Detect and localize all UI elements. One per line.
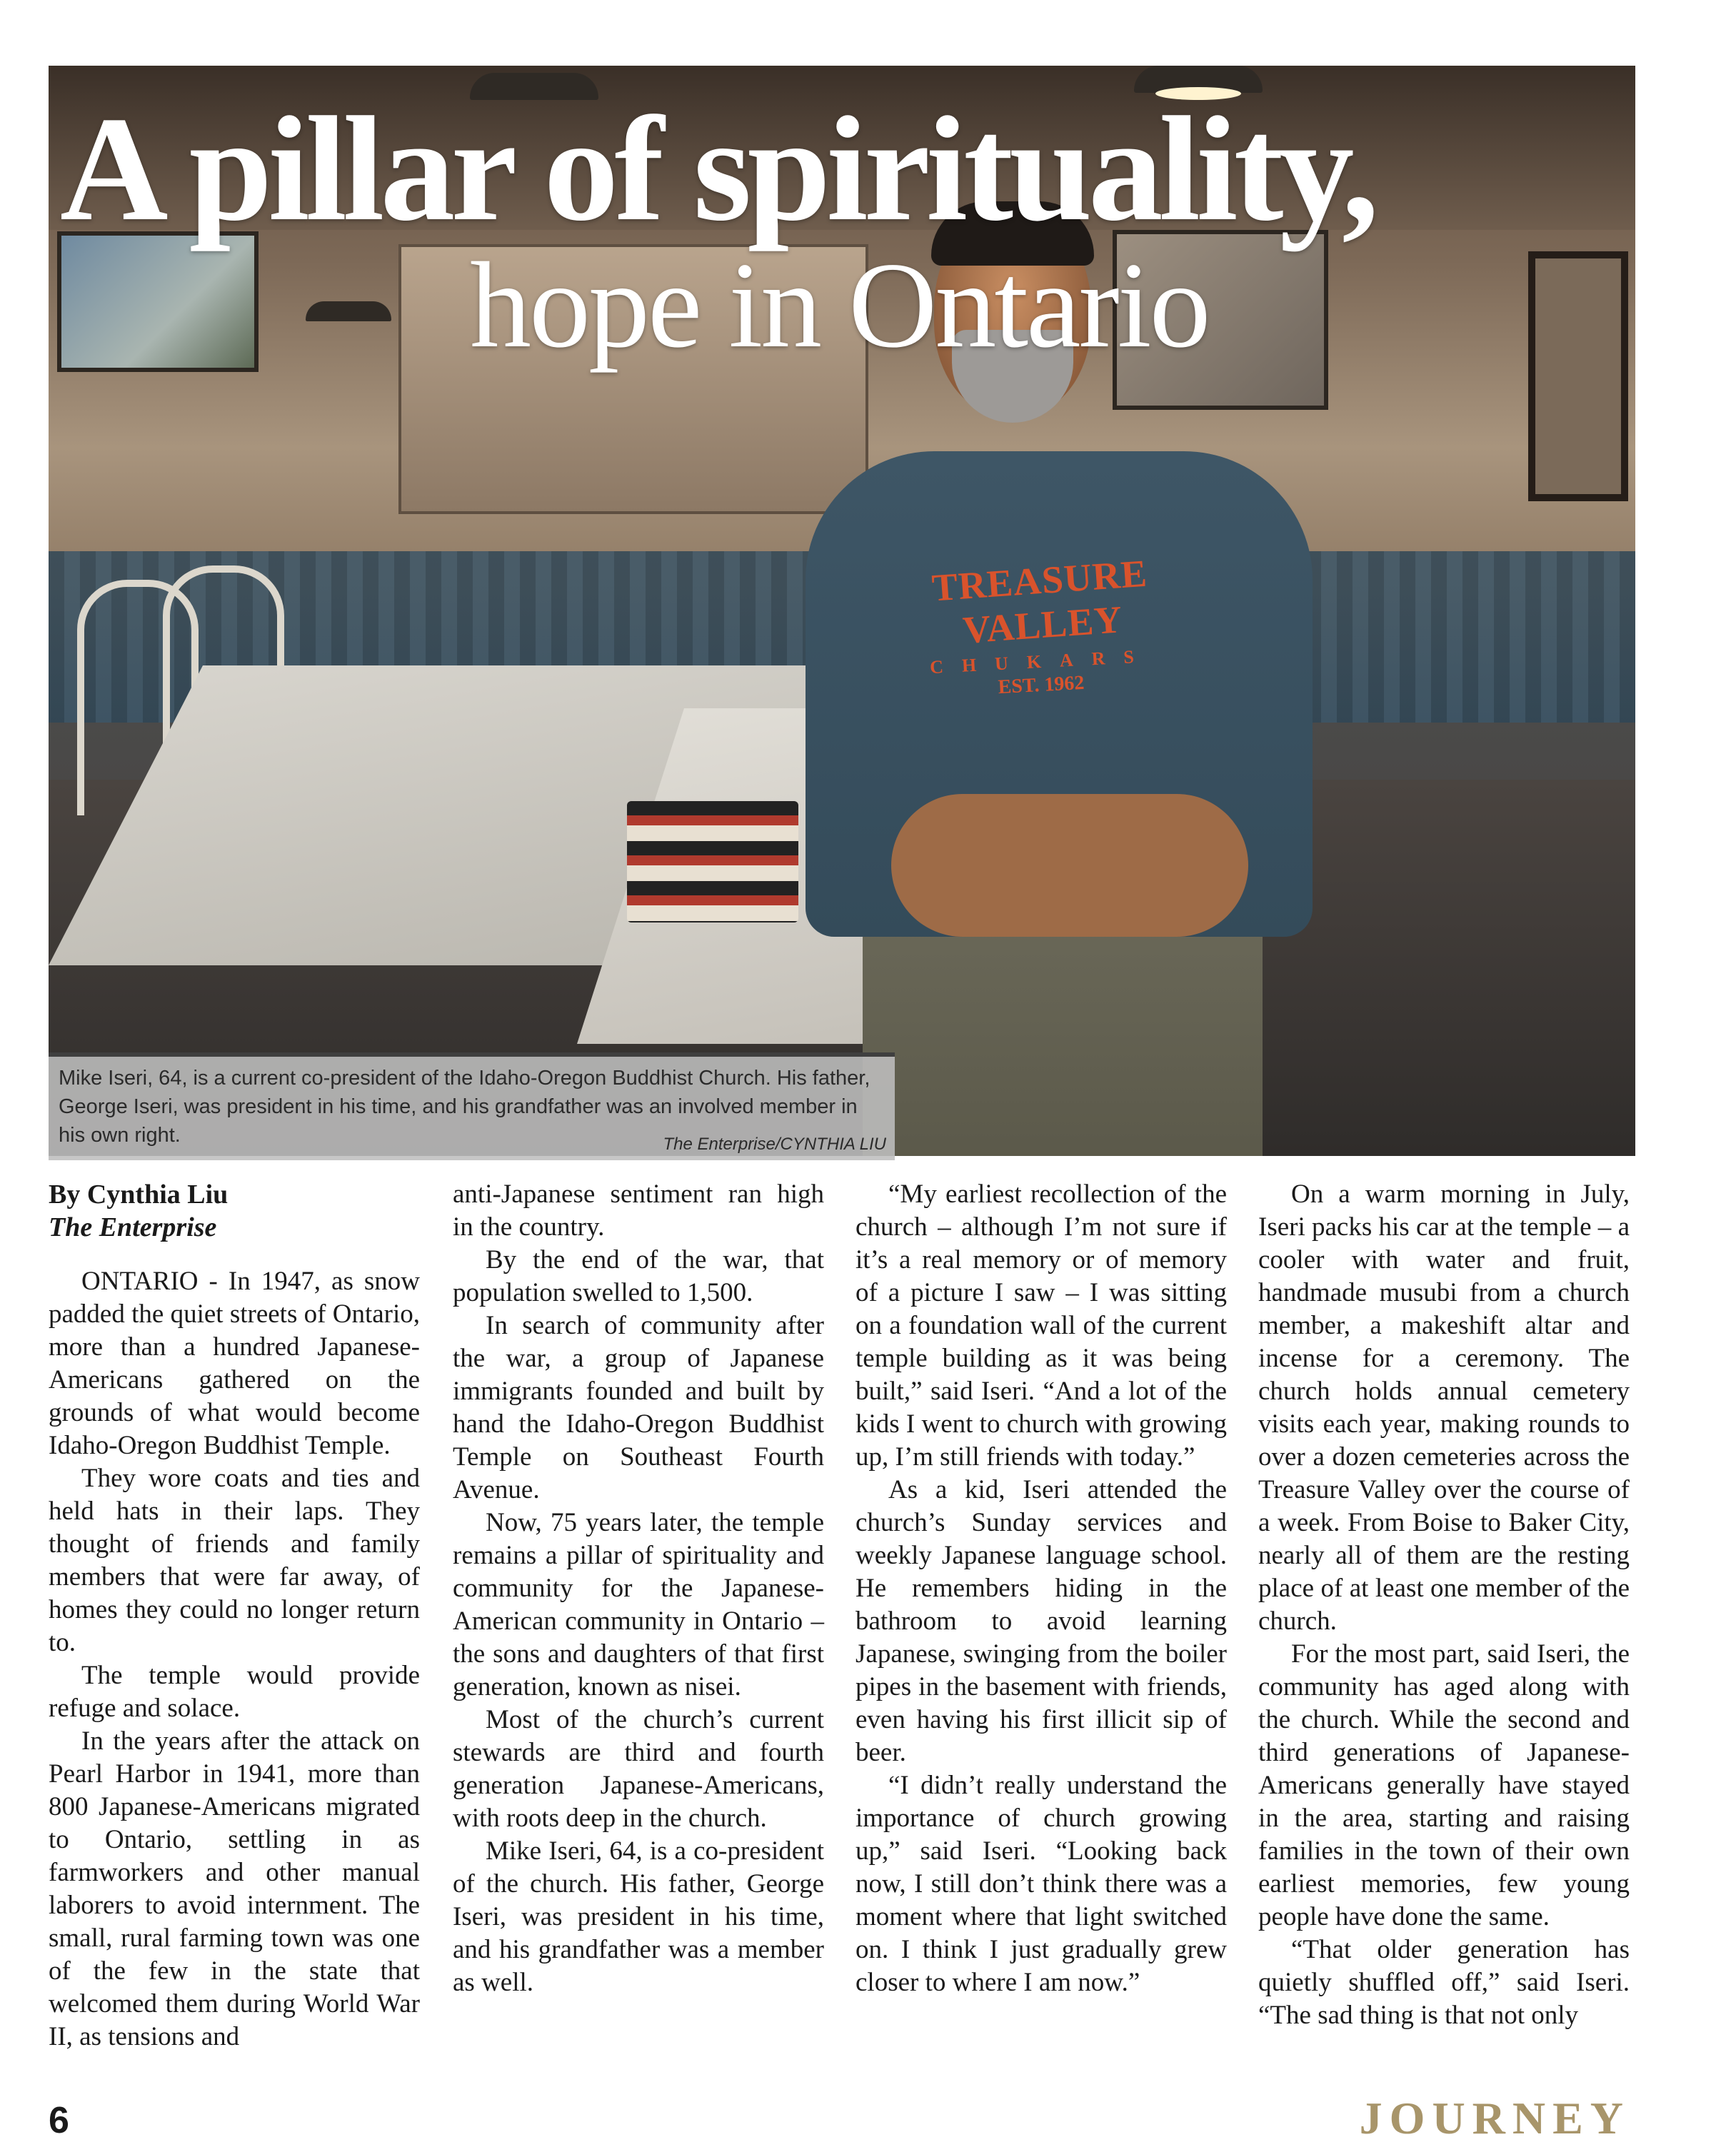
paragraph: “I didn’t really understand the importance of church growing up,” said Iseri. “Looking back now, I still don’t think there was a moment where that light switched on. I think I just gradually grew closer to where I am now.” [856, 1771, 1227, 1997]
paragraph: “My earliest recollection of the church – although I’m not sure if it’s a real memory or of memory of a picture I saw – I was sitting on a foundation wall of the current temple building as it was being built,” said Iseri. “And a lot of the kids I went to church with growing up, I’m still friends with today.” [856, 1180, 1227, 1472]
headline [49, 66, 1635, 394]
paragraph: Most of the church’s current stewards are third and fourth generation Japanese-Americans, with roots deep in the church. [453, 1705, 824, 1833]
shirt-logo-line3: EST. 1962 [997, 671, 1085, 699]
publication-brand: JOURNEY [1359, 2093, 1630, 2143]
paragraph: In the years after the attack on Pearl Harbor in 1941, more than 800 Japanese-Americans migrated to Ontario, settling in as farmworkers and other manual laborers to avoid internment. The small, rural farming town was one of the few in the state that welcomed them during World War II, as tensions and [49, 1726, 420, 2051]
photo-caption [49, 1052, 895, 1160]
photo-credit: The Enterprise/CYNTHIA LIU [663, 1135, 886, 1154]
paragraph: Now, 75 years later, the temple remains a pillar of spirituality and community for the Japanese-American community in Ontario – the sons and daughters of that first generation, known as nisei. [453, 1508, 824, 1701]
headline-line2: hope in Ontario [470, 238, 1209, 373]
article-column-3 [856, 1178, 1227, 1999]
shirt-logo [898, 551, 1184, 699]
bento-boxes [627, 801, 798, 922]
paragraph: By the end of the war, that population swelled to 1,500. [453, 1245, 824, 1307]
shirt-logo-line2: CHUKARS [929, 645, 1153, 678]
shirt-logo-line1: TREASURE VALLEY [930, 551, 1149, 652]
paragraph: “That older generation has quietly shuffled off,” said Iseri. “The sad thing is that not only [1258, 1935, 1630, 2030]
caption-text: Mike Iseri, 64, is a current co-president of the Idaho-Oregon Buddhist Church. His father, George Iseri, was president in his time, and his grandfather was an involved member in his own right. [59, 1067, 870, 1147]
paragraph: As a kid, Iseri attended the church’s Sunday services and weekly Japanese language school. He remembers hiding in the bathroom to avoid learning Japanese, swinging from the boiler pipes in the basement with friends, even having his first illicit sip of beer. [856, 1475, 1227, 1767]
paragraph: anti-Japanese sentiment ran high in the country. [453, 1180, 824, 1242]
article-column-2 [453, 1178, 824, 1999]
paragraph: ONTARIO - In 1947, as snow padded the quiet streets of Ontario, more than a hundred Japanese-Americans gathered on the grounds of what would become Idaho-Oregon Buddhist Temple. [49, 1267, 420, 1460]
article-column-1 [49, 1178, 420, 2053]
paragraph: Mike Iseri, 64, is a co-president of the church. His father, George Iseri, was president in his time, and his grandfather was a member as well. [453, 1836, 824, 1997]
headline-line1: A pillar of spirituality, [60, 86, 1375, 252]
page-number: 6 [49, 2100, 69, 2141]
byline-author: By Cynthia Liu [49, 1180, 229, 1210]
person-arms [891, 794, 1248, 937]
paragraph: They wore coats and ties and held hats in their laps. They thought of friends and family members that were far away, of homes they could no longer return to. [49, 1464, 420, 1657]
paragraph: The temple would provide refuge and solace. [49, 1661, 420, 1723]
paragraph: In search of community after the war, a group of Japanese immigrants founded and built by hand the Idaho-Oregon Buddhist Temple on Southeast Fourth Avenue. [453, 1311, 824, 1504]
article-column-4 [1258, 1178, 1630, 2032]
byline-outlet: The Enterprise [49, 1212, 217, 1242]
paragraph: For the most part, said Iseri, the community has aged along with the church. While the second and third generations of Japanese-Americans generally have stayed in the area, starting and raising families in the town of their own earliest memories, few young people have done the same. [1258, 1639, 1630, 1931]
paragraph: On a warm morning in July, Iseri packs his car at the temple – a cooler with water and fruit, handmade musubi from a church member, a makeshift altar and incense for a ceremony. The church holds annual cemetery visits each year, making rounds to over a dozen cemeteries across the Treasure Valley over the course of a week. From Boise to Baker City, nearly all of them are the resting place of at least one member of the church. [1258, 1180, 1630, 1636]
